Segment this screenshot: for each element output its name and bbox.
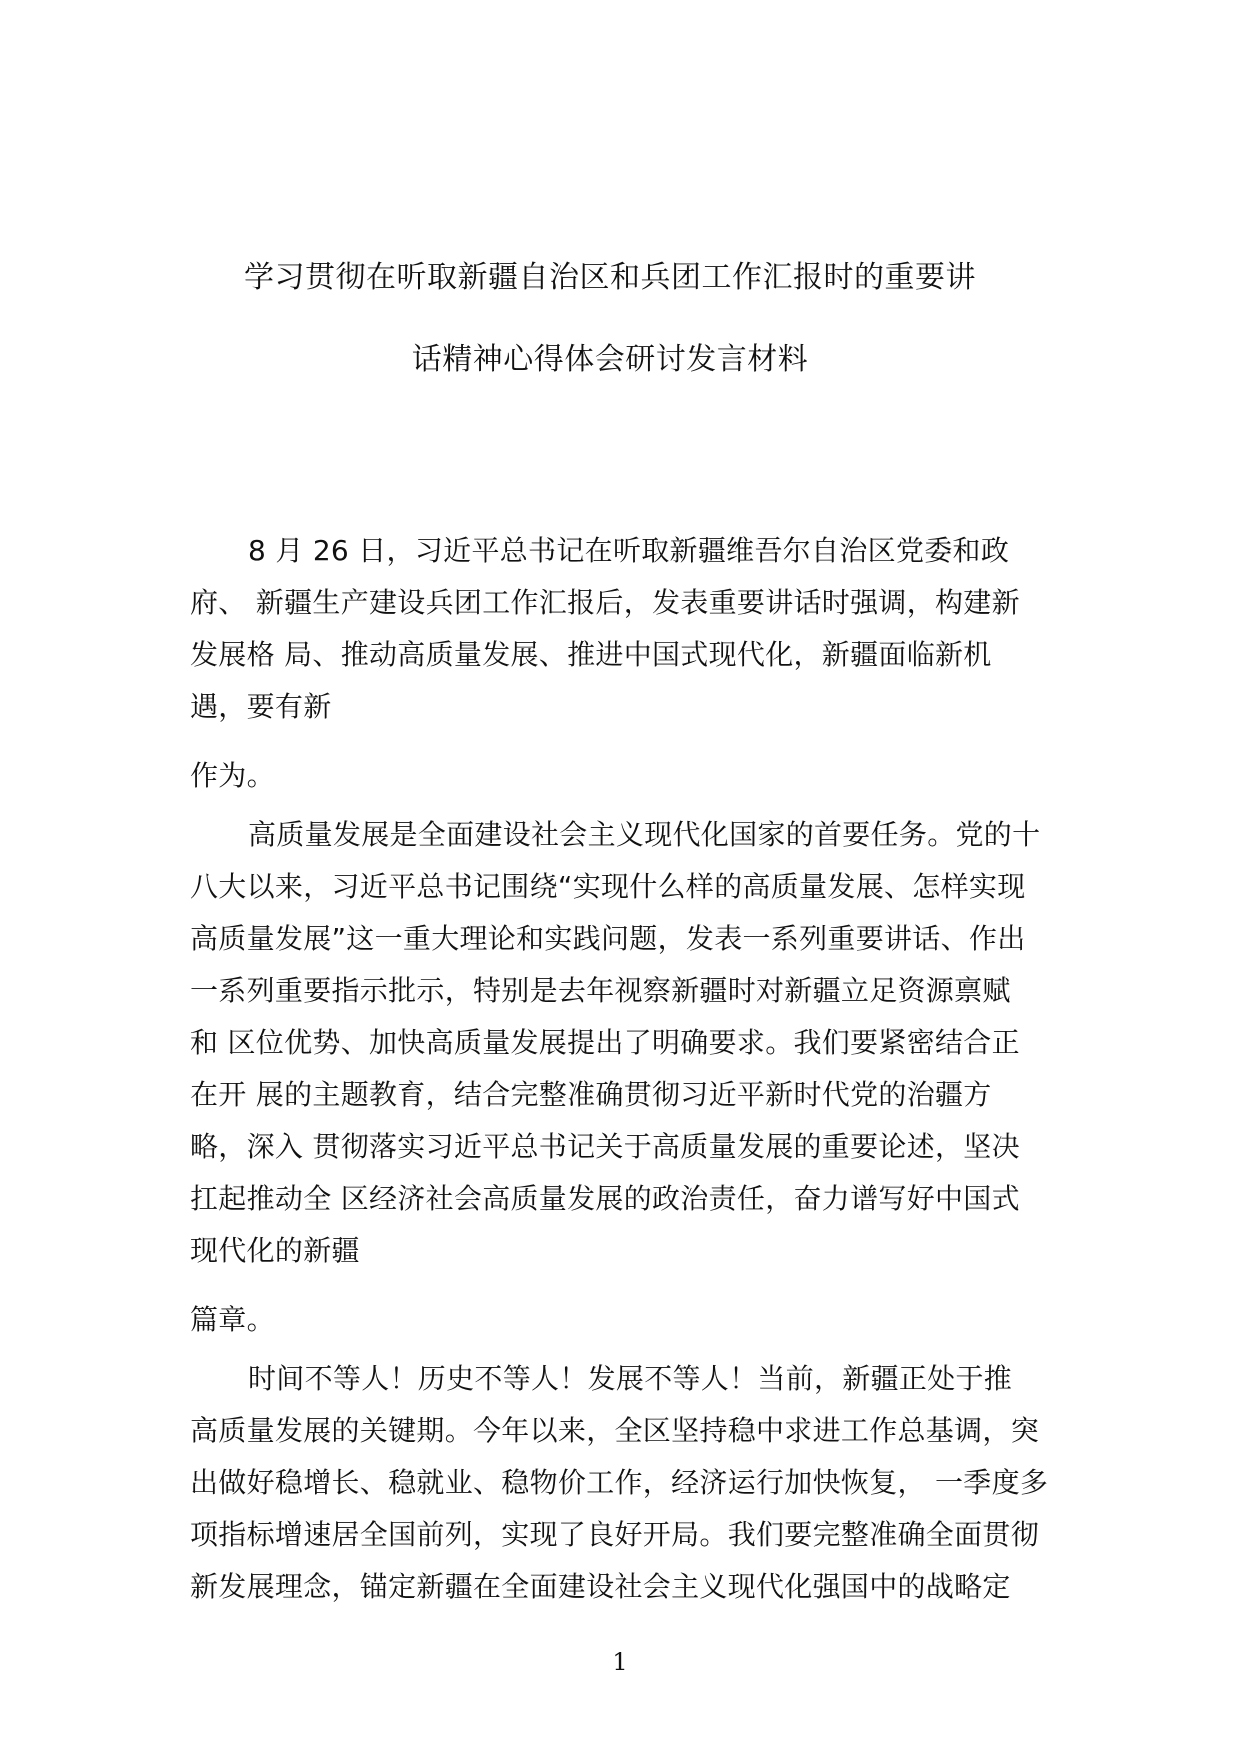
paragraph-2-line-4: 一系列重要指示批示，特别是去年视察新疆时对新疆立足资源禀赋 <box>190 974 1011 1007</box>
paragraph-3-line-3: 出做好稳增长、稳就业、稳物价工作，经济运行加快恢复， 一季度多 <box>190 1466 1049 1499</box>
paragraph-1-line-1: 8 月 26 日，习近平总书记在听取新疆维吾尔自治区党委和政 <box>248 534 1010 567</box>
paragraph-3-line-5: 新发展理念，锚定新疆在全面建设社会主义现代化强国中的战略定 <box>190 1570 1011 1603</box>
paragraph-2-line-6: 在开 展的主题教育，结合完整准确贯彻习近平新时代党的治疆方 <box>190 1078 992 1111</box>
paragraph-2-line-8: 扛起推动全 区经济社会高质量发展的政治责任，奋力谱写好中国式 <box>190 1182 1020 1215</box>
paragraph-2-line-9: 现代化的新疆 <box>190 1234 360 1267</box>
paragraph-1-line-5: 作为。 <box>190 759 275 792</box>
paragraph-3-line-2: 高质量发展的关键期。今年以来，全区坚持稳中求进工作总基调，突 <box>190 1414 1040 1447</box>
document-title-line-2: 话精神心得体会研讨发言材料 <box>411 342 809 377</box>
document-title-line-1: 学习贯彻在听取新疆自治区和兵团工作汇报时的重要讲 <box>244 260 976 295</box>
paragraph-2-line-10: 篇章。 <box>190 1303 275 1336</box>
paragraph-2-line-7: 略，深入 贯彻落实习近平总书记关于高质量发展的重要论述，坚决 <box>190 1130 1020 1163</box>
paragraph-1-line-4: 遇，要有新 <box>190 690 332 723</box>
paragraph-3-line-1: 时间不等人！历史不等人！发展不等人！当前，新疆正处于推 <box>248 1362 1013 1395</box>
paragraph-1-line-3: 发展格 局、推动高质量发展、推进中国式现代化，新疆面临新机 <box>190 638 992 671</box>
paragraph-2-line-5: 和 区位优势、加快高质量发展提出了明确要求。我们要紧密结合正 <box>190 1026 1020 1059</box>
paragraph-2-line-1: 高质量发展是全面建设社会主义现代化国家的首要任务。党的十 <box>248 818 1041 851</box>
paragraph-2-line-3: 高质量发展”这一重大理论和实践问题，发表一系列重要讲话、作出 <box>190 922 1026 955</box>
paragraph-1-line-2: 府、 新疆生产建设兵团工作汇报后，发表重要讲话时强调，构建新 <box>190 586 1020 619</box>
page-number: 1 <box>612 1648 628 1676</box>
paragraph-2-line-2: 八大以来，习近平总书记围绕“实现什么样的高质量发展、怎样实现 <box>190 870 1026 903</box>
paragraph-3-line-4: 项指标增速居全国前列，实现了良好开局。我们要完整准确全面贯彻 <box>190 1518 1040 1551</box>
